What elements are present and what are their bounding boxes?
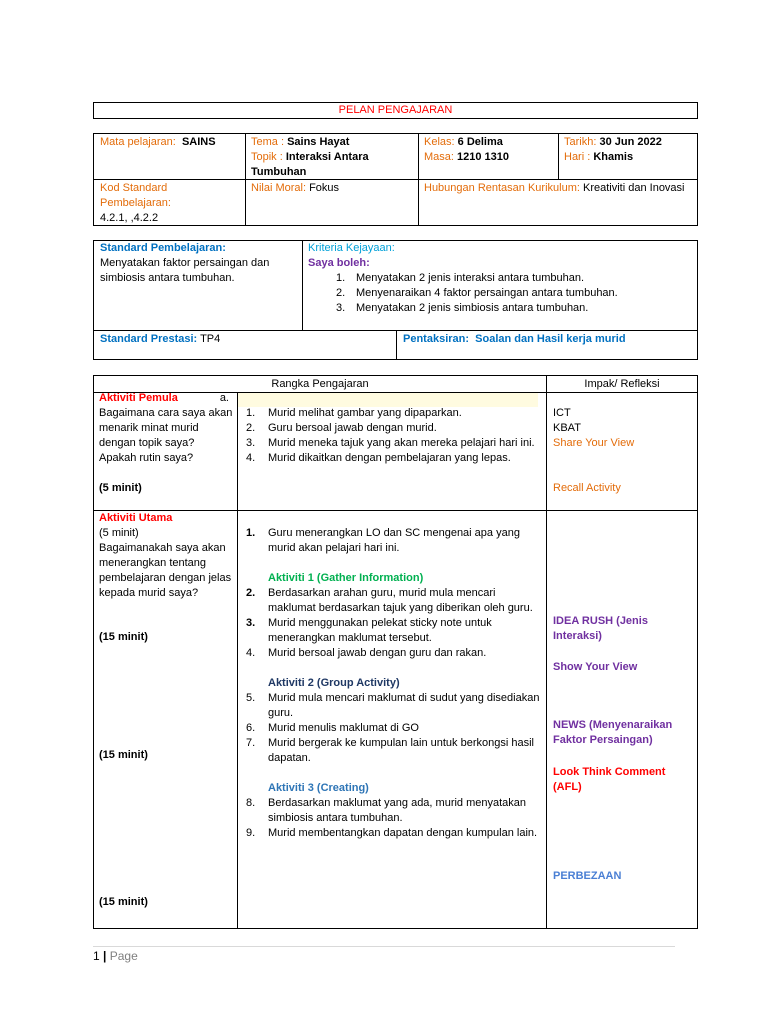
standard-pembelajaran-cell: Standard Pembelajaran: Menyatakan faktor persaingan dan simbiosis antara tumbuhan. — [100, 242, 270, 284]
aktiviti-1-heading: Aktiviti 1 (Gather Information) — [268, 572, 424, 584]
impak-news: NEWS (Menyenaraikan Faktor Persaingan) — [553, 719, 673, 746]
utama-left-cell: Aktiviti Utama (5 minit) Bagaimanakah saya akan menerangkan tentang pembelajaran dengan jelas kepada murid saya? — [99, 512, 232, 599]
utama-steps — [238, 526, 543, 841]
list-item: 2. Berdasarkan arahan guru, murid mula mencari maklumat berdasarkan tajuk yang diberikan oleh guru. — [246, 587, 533, 614]
list-item: 4. Murid dikaitkan dengan pembelajaran yang lepas. — [246, 452, 511, 464]
kelas-cell: Kelas: 6 Delima Masa: 1210 1310 — [424, 136, 510, 163]
pemula-left-cell: Aktiviti Pemula a. Bagaimana cara saya akan menarik minat murid dengan topik saya? Apakah rutin saya? (5 minit) — [99, 392, 233, 494]
list-item: 3. Murid menggunakan pelekat sticky note untuk menerangkan maklumat tersebut. — [246, 617, 492, 644]
list-item: 8. Berdasarkan maklumat yang ada, murid menyatakan simbiosis antara tumbuhan. — [246, 797, 527, 824]
tema-cell: Tema : Sains Hayat Topik : Interaksi Antara Tumbuhan — [251, 136, 369, 178]
title-box — [93, 102, 698, 119]
rangka-table — [93, 375, 698, 929]
aktiviti-2-heading: Aktiviti 2 (Group Activity) — [268, 677, 400, 689]
impak-show-your-view: Show Your View — [553, 661, 638, 673]
list-item: 5. Murid mula mencari maklumat di sudut yang disediakan guru. — [246, 692, 540, 719]
list-item: 3. Murid meneka tajuk yang akan mereka pelajari hari ini. — [246, 437, 535, 449]
nilai-moral-cell: Nilai Moral: Fokus — [251, 182, 340, 194]
utama-time-4: (15 minit) — [99, 896, 148, 908]
list-item: 1. Murid melihat gambar yang dipaparkan. — [246, 407, 462, 419]
standard-prestasi-cell: Standard Prestasi: TP4 — [100, 333, 221, 345]
footer-rule — [93, 946, 675, 947]
list-item: 4. Murid bersoal jawab dengan guru dan rakan. — [246, 647, 487, 659]
pemula-impak: ICT KBAT Share Your View Recall Activity — [553, 407, 635, 494]
rangka-header: Rangka Pengajaran — [271, 378, 369, 390]
list-item: 9. Murid membentangkan dapatan dengan kumpulan lain. — [246, 827, 538, 839]
mata-pelajaran-cell: Mata pelajaran: SAINS — [100, 136, 216, 148]
kriteria-item: 1. Menyatakan 2 jenis interaksi antara tumbuhan. — [336, 272, 585, 284]
pentaksiran-cell: Pentaksiran: Soalan dan Hasil kerja murid — [403, 333, 626, 345]
tarikh-cell: Tarikh: 30 Jun 2022 Hari : Khamis — [564, 136, 662, 163]
impak-header: Impak/ Refleksi — [584, 378, 660, 390]
utama-time-3: (15 minit) — [99, 749, 148, 761]
page-title: PELAN PENGAJARAN — [338, 104, 453, 116]
kriteria-item: 2. Menyenaraikan 4 faktor persaingan antara tumbuhan. — [336, 287, 618, 299]
kriteria-item: 3. Menyatakan 2 jenis simbiosis antara tumbuhan. — [336, 302, 589, 314]
list-item: 6. Murid menulis maklumat di GO — [246, 722, 419, 734]
utama-title: Aktiviti Utama — [99, 512, 173, 524]
page-footer: 1 | Page — [93, 949, 138, 963]
impak-look-think-comment: Look Think Comment (AFL) — [553, 766, 666, 793]
pemula-title: Aktiviti Pemula — [99, 392, 178, 404]
list-item: 7. Murid bergerak ke kumpulan lain untuk berkongsi hasil dapatan. — [246, 737, 534, 764]
impak-idea-rush: IDEA RUSH (Jenis Interaksi) — [553, 615, 648, 642]
list-item: 2. Guru bersoal jawab dengan murid. — [246, 422, 437, 434]
kriteria-cell: Kriteria Kejayaan: Saya boleh: 1. Menyatakan 2 jenis interaksi antara tumbuhan. 2. Menyenaraikan 4 faktor persaingan antara tumbuhan. 3. Menyatakan 2 jenis simbiosis antara tumbuhan. — [308, 241, 694, 316]
highlight-bar — [238, 393, 538, 407]
hubungan-cell: Hubungan Rentasan Kurikulum: Kreativiti dan Inovasi — [424, 182, 685, 194]
page-number: 1 — [93, 949, 100, 963]
kod-standard-cell: Kod Standard Pembelajaran: 4.2.1, ,4.2.2 — [100, 182, 171, 224]
page-label: Page — [109, 949, 138, 963]
impak-perbezaan: PERBEZAAN — [553, 870, 622, 882]
info-table — [93, 133, 698, 226]
aktiviti-3-heading: Aktiviti 3 (Creating) — [268, 782, 369, 794]
standards-table — [93, 240, 698, 360]
pemula-steps — [238, 406, 543, 466]
utama-time-2: (15 minit) — [99, 631, 148, 643]
list-item: 1. Guru menerangkan LO dan SC mengenai apa yang murid akan pelajari hari ini. — [246, 527, 520, 554]
